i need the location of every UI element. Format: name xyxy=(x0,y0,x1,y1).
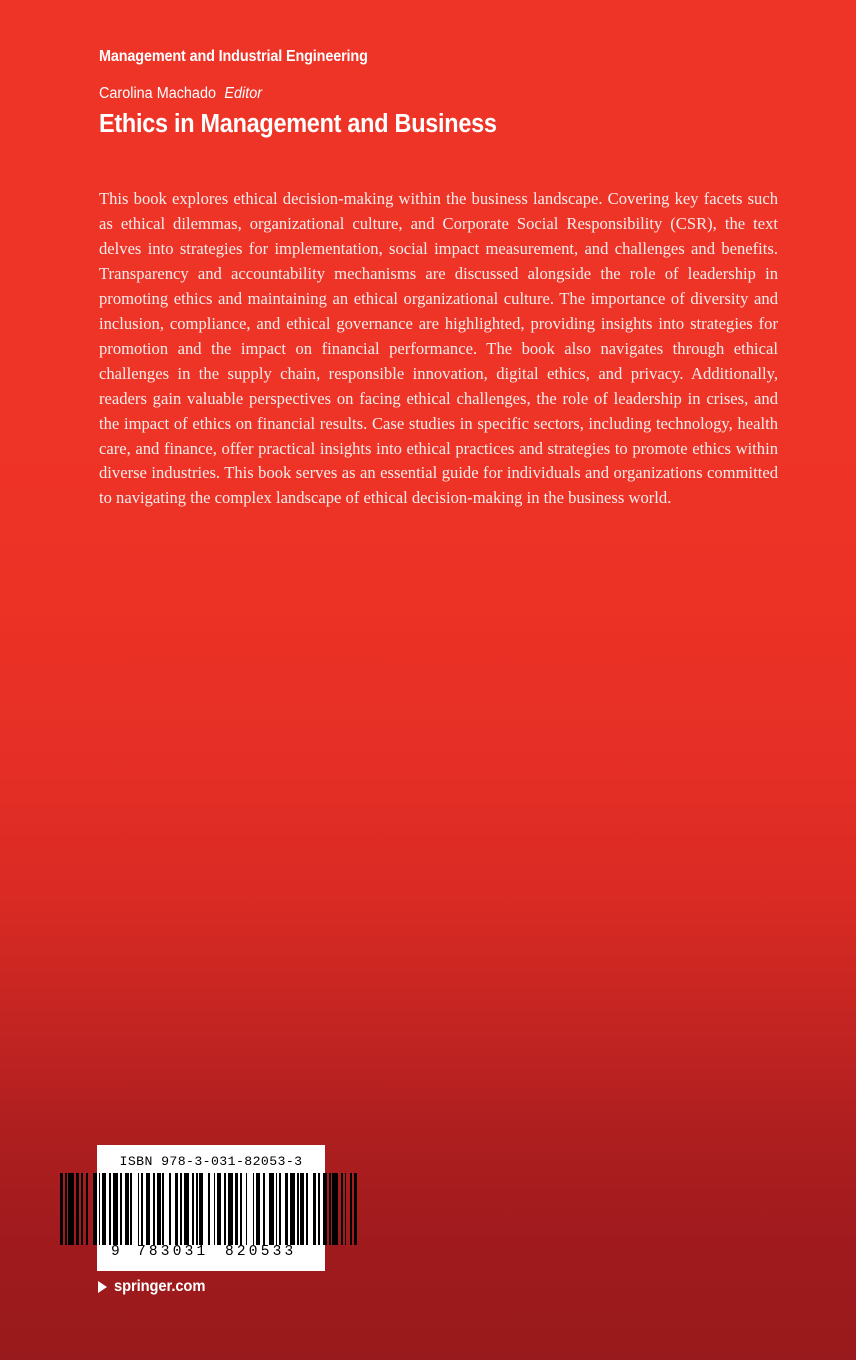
publisher-website-label: springer.com xyxy=(114,1278,206,1295)
series-title: Management and Industrial Engineering xyxy=(99,48,368,65)
publisher-website[interactable] xyxy=(98,1278,210,1296)
ean-group-1: 783031 xyxy=(137,1244,209,1260)
isbn-barcode xyxy=(97,1145,325,1271)
contributor-line xyxy=(99,85,750,103)
isbn-label: ISBN 978-3-031-82053-3 xyxy=(119,1154,303,1169)
editor-role: Editor xyxy=(224,85,263,102)
ean-group-2: 820533 xyxy=(225,1244,297,1260)
ean-left-digit: 9 xyxy=(111,1244,123,1260)
page-title: Ethics in Management and Business xyxy=(99,110,497,138)
barcode-bars xyxy=(60,1173,363,1245)
editor-name: Carolina Machado xyxy=(99,85,216,102)
blurb-text: This book explores ethical decision-making within the business landscape. Covering key facets such as ethical dilemmas, organizational culture, and Corporate Social Responsibility (CSR), the text delves into strategies for implementation, social impact measurement, and challenges and benefits. Transparency and accountability mechanisms are discussed alongside the role of leadership in promoting ethics and maintaining an ethical organizational culture. The importance of diversity and inclusion, compliance, and ethical governance are highlighted, providing insights into strategies for promotion and the impact on financial performance. The book also navigates through ethical challenges in the supply chain, responsible innovation, digital ethics, and privacy. Additionally, readers gain valuable perspectives on facing ethical challenges, the role of leadership in crises, and the impact of ethics on financial results. Case studies in specific sectors, including technology, health care, and finance, offer practical insights into ethical practices and strategies to promote ethics within diverse industries. This book serves as an essential guide for individuals and organizations committed to navigating the complex landscape of ethical decision-making in the business world. xyxy=(99,189,778,508)
play-triangle-icon xyxy=(98,1281,107,1293)
ean-digits xyxy=(109,1244,313,1261)
